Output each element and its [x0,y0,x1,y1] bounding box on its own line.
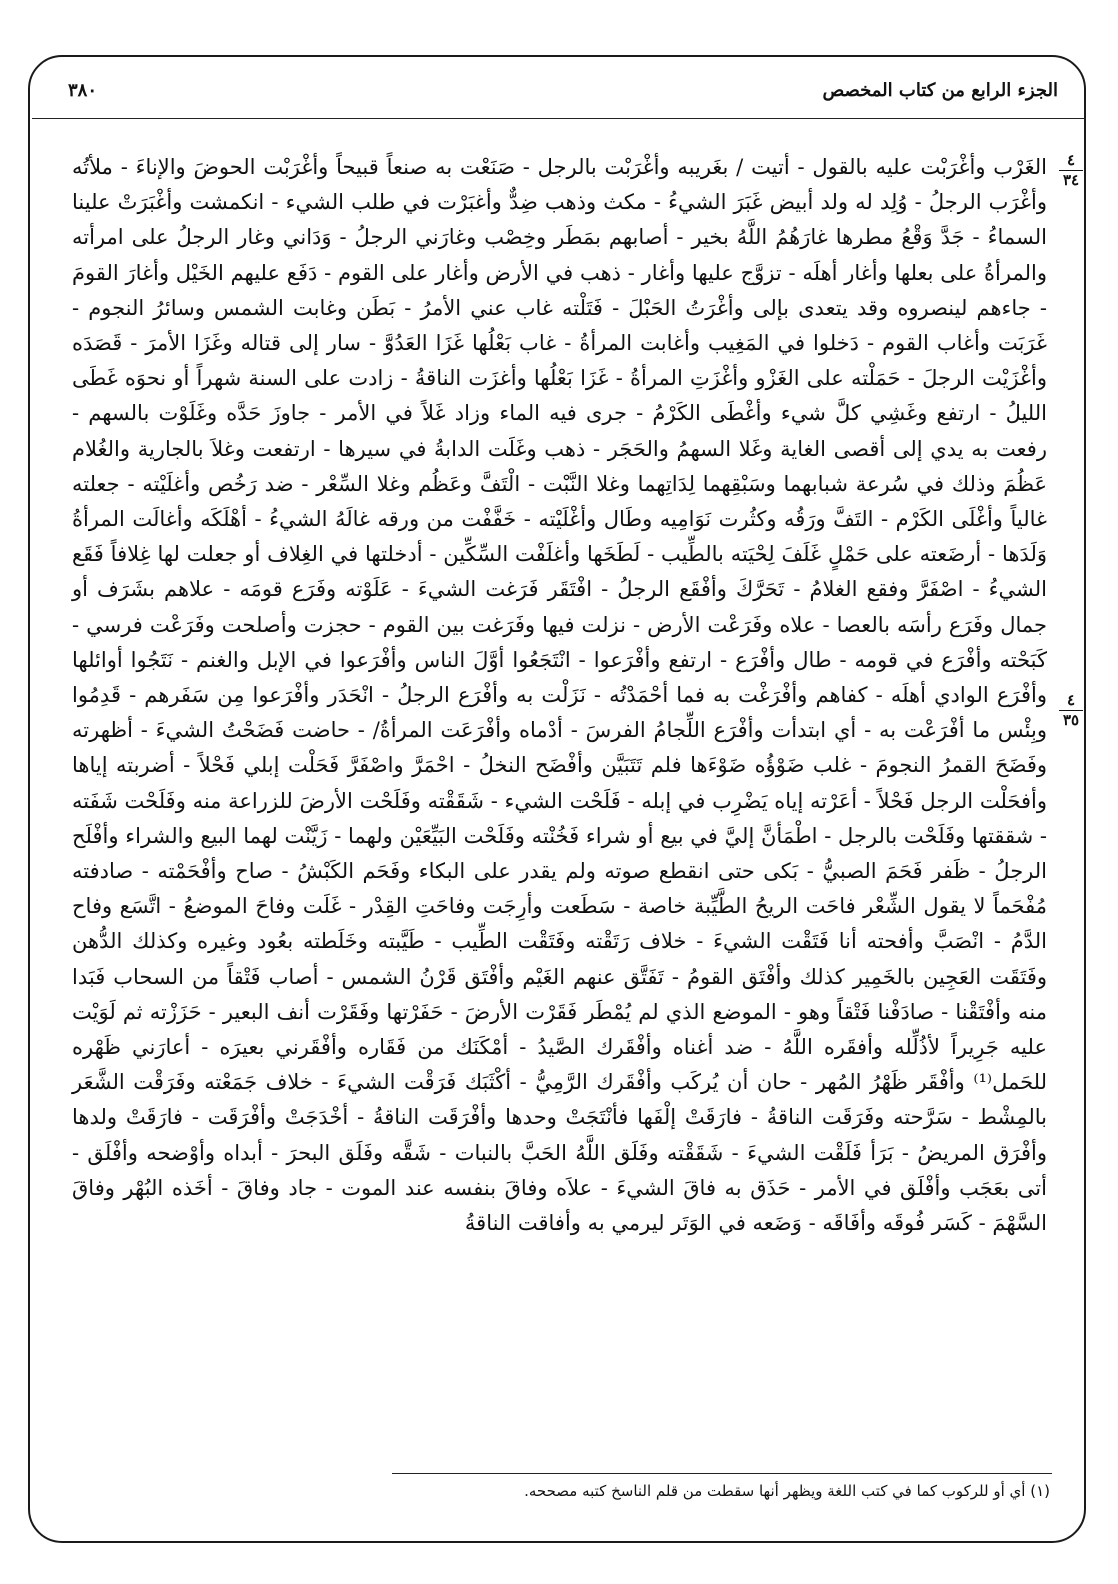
text-line: الشيءَ - خلاف جَمَعْته وفَرَقْت الشَّعَر بالمِشْط - سَرَّحته وفَرَقَت الناقةُ - فارَقَتْ إلْفَها فأنْتَجَتْ وحدها وأفْرَقَت [72,1070,1047,1130]
text-line: - ملأتُه وأغْرَب الرجلُ - وُلِد له ولد أبيض غَبَرَ الشيءُ - مكث وذهب ضِدٌّ وأغبَرْت في طلب الشيء - انكمشت [72,155,1047,215]
text-line: فَقَاره وأفْقَرني بعيرَه - أعارَني ظَهْره للحَمل⁽¹⁾ وأفْقَر ظَهْرُ المُهر - حان أن يُركَب وأفْقَرك الرَّمِيُّ - أكْثَبَك فَرَقْت [72,1035,1048,1095]
marker-page: ٣٥ [1062,711,1080,729]
text-line: علاه وفَرَعْت الأرض - نزلت فيها وفَرَغت بين القوم - حجزت وأصلحت وفَرَعْت فرسي - كَبَحْته وأفْرَع في [72,612,1047,672]
text-line: الناقةُ - زادت على السنة شهراً أو نحوَه غَطَى الليلُ - ارتفع وغَشِي كلَّ شيء وأغْطَى الكَرْمُ - جرى فيه الماء [72,366,1047,426]
text-line: تَحَرَّكَ وأفْقَع الرجلُ - افْتَقَر فَرَغت الشيءَ - عَلَوْته وفَرَع قومَه - علاهم بشَرَف أو جمال وفَرَع رأسَه بالعصا - [72,577,1047,637]
text-line: عند الموت - جاد وفاقَ - أخَذه البُهْر وفاقَ السَّهْمَ - كَسَر فُوقَه وأفَاقَه - وَضَعه في الوَتَر ليرمي به وأفاقت الناقةُ [72,1175,1047,1236]
page-header [60,80,1058,110]
text-line: الرجلُ على امرأته والمرأةُ على بعلها وأغار أهلَه - تزوَّج عليها وأغار - ذهب في الأرض وأغار على القوم - [72,225,1047,285]
marker-volume: ٤ [1066,691,1076,709]
main-text [72,150,1047,1460]
text-line: الناقةُ - أخْدَجَتْ وأفْرَقَت - فارَقَتْ ولدها وأفْرَق المريضُ - بَرَأ فَلَقْت الشيءَ - شَقَقْته وفَلَق اللَّهُ الحَبَّ بالنبات - [72,1105,1047,1165]
marker-page: ٣٤ [1062,171,1080,189]
text-line: بالطِّيب - لَطَخَها وأغلَفْت السِّكِّين - أدخلتها في الغِلاف أو جعلت لها غِلافاً فَقَع الشيءُ - اصْفَرَّ وفقع الغلامُ - [72,542,1047,602]
margin-marker-original-page [1056,153,1086,188]
marker-volume: ٤ [1066,151,1076,169]
text-line: وغابت الشمس وسائرُ النجوم - غَرَبَت وأغاب القوم - دَخلوا في المَغِيب وأغابت المرأةُ - غاب بَعْلُها غَزَا العَدُوَّ [72,295,1047,356]
text-line: قومه - طال وأفْرَع - ارتفع وأفْرَعوا - انْتَجَعُوا أوَّلَ الناس وأفْرَعوا في الإبل والغنم - نَتَجُوا أوائلها وأفْرَع الوادي [72,647,1047,708]
text-line: وأفْحَمْته - صادفته مُفْحَماً لا يقول الشِّعْر فاحَت الريحُ الطَّيِّبة خاصة - سَطَعت وأرِجَت وفاحَتِ القِدْر - غَلَت [72,859,1047,919]
text-line: أهلَه - كفاهم وأفْرَغْت به فما أحْمَدْتُه - نَزَلْت به وأفْرَع الرجلُ - انْحَدَر وأفْرَعوا مِن سَفَرهم - قَدِمُوا وبِئْس ما [72,683,1048,743]
margin-marker-original-page [1056,693,1086,728]
text-line: شَقَّه وفَلَق البحرَ - أبداه وأوْضحه وأفْلَق - أتى بعَجَب وأفْلَق في الأمر - حَذَق به فاقَ الشيءَ - علاَه وفاقَ بنفسه [72,1140,1047,1200]
page-number: ٣٨٠ [68,80,98,101]
footnote-divider [392,1473,1052,1474]
header-divider [32,118,1086,119]
text-line: وأفحَلْت الرجل فَحْلاً - أعَرْته إياه يَضْرِب في إبله - فَلَحْت الشيء - شَقَقْته وفَلَحْت الأرضَ للزراعة منه وفَلَحْت [124,788,1047,813]
text-line: النَّبْت - الْتَفَّ وعَظُم وغلا السِّعْر - ضد رَخُص وأغلَيْته - جعلته غالياً وأغْلَى الكَرْم - التَفَّ ورَقُه وكثُرت نَوَامِيه [72,471,1047,532]
footnote: (١) أي أو للركوب كما في كتب اللغة ويظهر أنها سقطت من قلم الناسخ كتبه مصححه. [524,1482,1050,1500]
text-line: وزاد غَلاً في الأمر - جاوزَ حَدَّه وغَلَوْت بالسهم - رفعت به يدي إلى أقصى الغاية وغَلا السهمُ والحَجَر - ذهب [72,401,1047,461]
text-line: وغَلَت الدابةُ في سيرها - ارتفعت وغلاَ بالجارية والغُلام عَظُمَ وذلك في سُرعة شبابهما وسَبْقِهما لِدَاتِهما وغلا [72,436,1047,496]
text-line: وطَال وأغْلَيْته - خَفَّفْت من ورقه غالَهُ الشيءُ - أهْلَكَه وأغالَت المرأةُ وَلَدَها - أرضَعته على حَمْلٍ غَلَفَ لِحْيَته [72,507,1047,567]
text-line: الغَرْب وأغْرَبْت عليه بالقول - أتيت / بغَريبه وأغْرَبْت بالرجل - صَنَعْت به صنعاً قبيحاً وأغْرَبْت الحوضَ والإناءَ [135,155,1048,179]
text-line: وأغْبَرَتْ علينا السماءُ - جَدَّ وَقْعُ مطرها غارَهُمُ اللَّهُ بخير - أصابهم بمَطَر وخِصْب وغارَني الرجلُ - وَدَاني وغار [72,190,1047,250]
text-line: وفَقَرْت أنف البعير - حَزَزْته ثم لَوَيْت عليه جَرِيراً لأذُلِّله وأفقَره اللَّهُ - ضد أغناه وأفْقَرك الصَّيدُ - أمْكَنَك من [72,999,1047,1060]
text-line: القمرُ النجومَ - غلب ضَوْؤُه ضَوْءَها فلم تَتَبَيَّن وأفْضَح النخلُ - احْمَرَّ واصْفَرَّ فَحَلْت إبلي فَحْلاً - أضربته إياها [72,753,987,778]
text-line: والشراء وأفْلَح الرجلُ - ظَفر فَحَمَ الصبيُّ - بَكى حتى انقطع صوته ولم يقدر على البكاء وفَحَم الكَبْشُ - صاح [72,823,1047,884]
text-line: وفاحَ الموضعُ - اتَّسَع وفاح الدَّمُ - انْصَبَّ وأفحته أنا فَتَقْت الشيءَ - خلاف رَتَقْته وفَتَقْت الطِّيب - طَيَّبته وخَلَطته [72,894,1048,954]
text-line: بعُود وغيره وكذلك الدُّهن وفَتَقَت العَجِين بالخَمِير كذلك وأفْتَق القومُ - تَفَتَّق عنهم الغَيْم وأفْتَق قَرْنُ الشمس - [72,929,1047,989]
text-line: شَفَته - شققتها وفَلَحْت بالرجل - اطْمَأنَّ إليَّ في بيع أو شراء فَخُنْته وفَلَحْت البَيِّعَيْن ولهما - زَيَّنْت لهما البيع [72,788,1047,848]
text-line: أفْرَعْت به - أي ابتدأت وأفْرَع اللِّجامُ الفرسَ - أدْماه وأفْرَعَت المرأةُ/ - حاضت فَضَحْتُ الشيءَ - أظهرته وفَضَحَ [72,718,1047,778]
text-line: أصاب فَتْقاً من السحاب فَبَدا منه وأفْتَقْنا - صادَفْنا فَتْقاً وهو - الموضع الذي لم يُمْطَر فَقَرْت الأرضَ - حَفَرْتها [72,964,1047,1024]
text-line: - سار إلى قتاله وغَزَا الأمرَ - قَصَدَه وأغْزَيْت الرجلَ - حَمَلْته على الغَزْو وأغْزَتِ المرأةُ - غَزَا بَعْلُها وأغزَت [72,331,1047,391]
running-title: الجزء الرابع من كتاب المخصص [822,80,1058,101]
text-line: دَفَع عليهم الخَيْل وأغارَ القومَ - جاءهم لينصروه وقد يتعدى بإلى وأغْرَتُ الحَبْلَ - فَتَلْته غاب عني الأمرُ - بَطَن [72,260,1047,320]
